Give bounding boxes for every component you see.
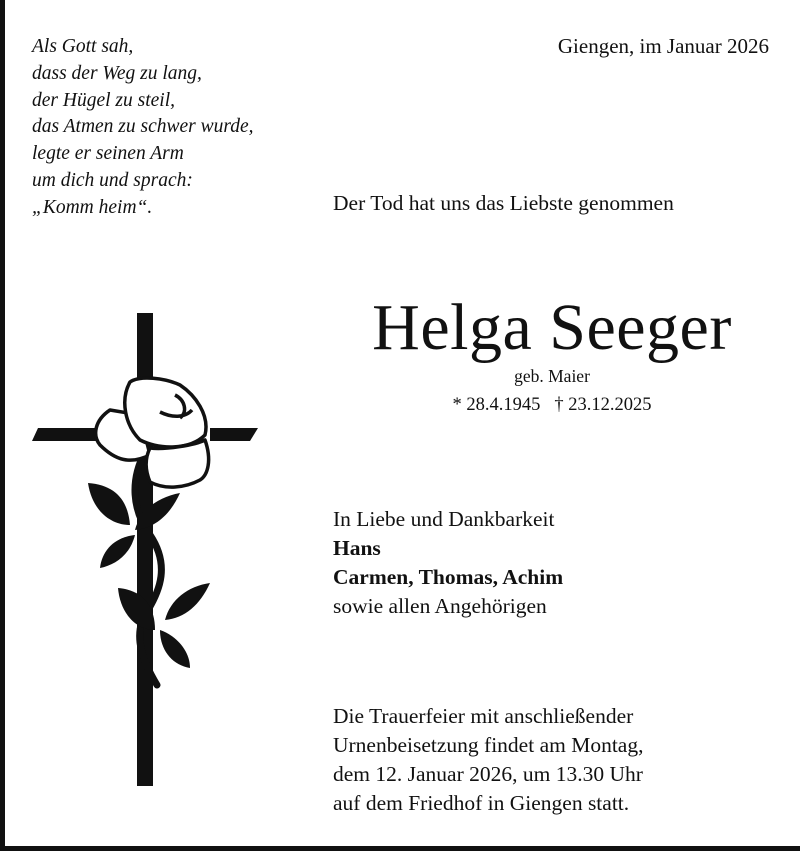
cross-with-rose-icon <box>0 300 300 851</box>
birth-date: * 28.4.1945 <box>452 395 541 415</box>
poem-line: der Hügel zu steil, <box>32 89 175 111</box>
poem-line: das Atmen zu schwer wurde, <box>32 116 254 138</box>
life-dates <box>340 395 764 416</box>
mourner-spouse: Hans <box>333 536 381 560</box>
service-info <box>333 702 643 818</box>
deceased-name: Helga Seeger <box>372 291 732 364</box>
poem-line: „Komm heim“. <box>32 196 153 218</box>
intro-text: Der Tod hat uns das Liebste genommen <box>333 191 674 215</box>
poem <box>32 34 254 222</box>
death-date: † 23.12.2025 <box>554 395 652 415</box>
mourner-children: Carmen, Thomas, Achim <box>333 565 564 589</box>
rose-bloom-icon <box>96 378 209 487</box>
mourners <box>333 505 563 621</box>
poem-line: um dich und sprach: <box>32 169 193 191</box>
poem-line: legte er seinen Arm <box>32 143 184 165</box>
service-line: auf dem Friedhof in Giengen statt. <box>333 791 630 815</box>
mourners-relatives: sowie allen Angehörigen <box>333 594 547 618</box>
poem-line: Als Gott sah, <box>32 36 134 57</box>
service-line: Urnenbeisetzung findet am Montag, <box>333 733 644 757</box>
poem-line: dass der Weg zu lang, <box>32 62 202 84</box>
place-date: Giengen, im Januar 2026 <box>557 34 769 58</box>
maiden-name: geb. Maier <box>514 366 590 386</box>
service-line: Die Trauerfeier mit anschließender <box>333 704 634 728</box>
service-line: dem 12. Januar 2026, um 13.30 Uhr <box>333 762 643 786</box>
mourners-intro: In Liebe und Dankbarkeit <box>333 507 555 531</box>
